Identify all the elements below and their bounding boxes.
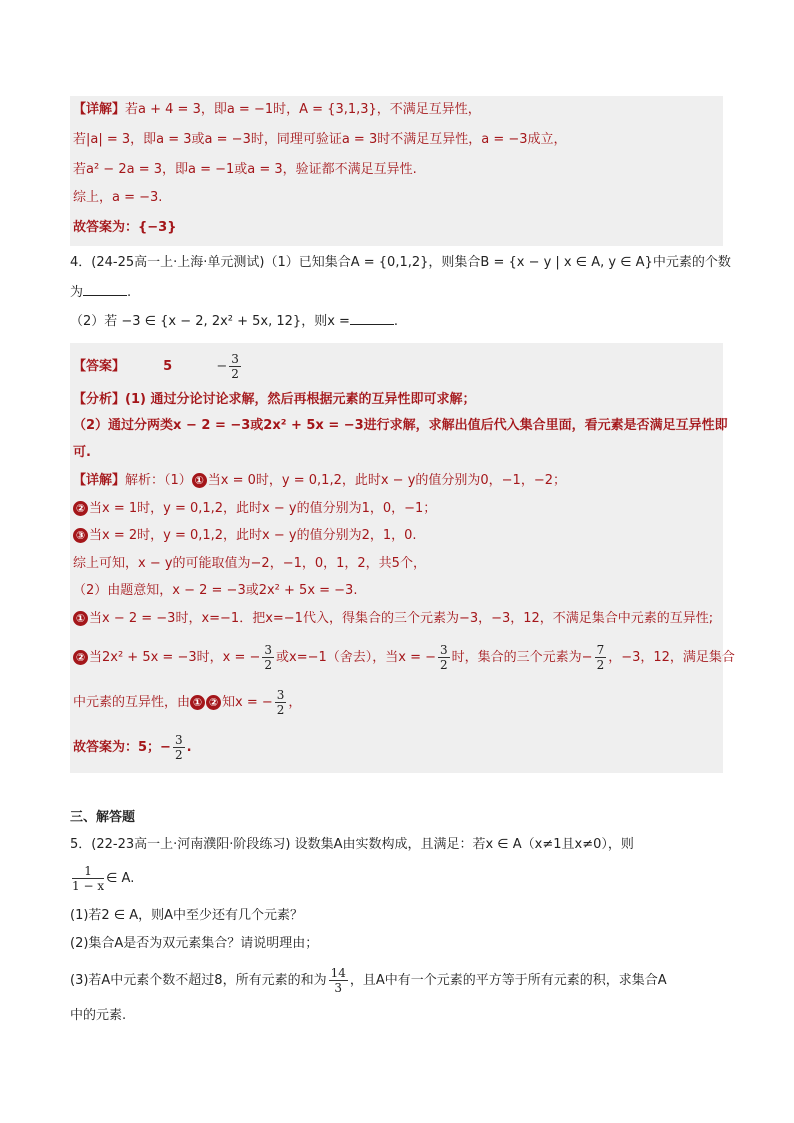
detail-label: 【详解】 bbox=[73, 102, 126, 117]
q4-line-1: 4．(24-25高一上·上海·单元测试)（1）已知集合A = {0,1,2}，则集合B = {x − y | x ∈ A, y ∈ A}中元素的个数 bbox=[70, 255, 731, 270]
detail2-line-3 bbox=[73, 526, 417, 546]
detail2-text-6: 当x − 2 = −3时，x=−1．把x=−1代入，得集合的三个元素为−3，−3，12，不满足集合中元素的互异性; bbox=[89, 611, 714, 626]
detail-line-3: 若a² − 2a = 3，即a = −1或a = 3，验证都不满足互异性. bbox=[73, 162, 417, 177]
fraction-denominator: 2 bbox=[231, 367, 239, 381]
analysis-line-3: 可. bbox=[73, 445, 91, 460]
detail2-text-7d: ，−3，12，满足集合 bbox=[608, 650, 735, 665]
answer-blank-2 bbox=[350, 312, 394, 325]
q5-line2-post: ∈ A. bbox=[106, 871, 135, 886]
answer-value-1: 5 bbox=[163, 359, 173, 374]
q5-line-2 bbox=[70, 860, 134, 898]
answer-blank-1 bbox=[83, 283, 127, 296]
detail2-line-7 bbox=[73, 640, 735, 676]
section-title: 三、解答题 bbox=[70, 810, 136, 825]
fraction-7-2 bbox=[595, 643, 607, 672]
q4-line3-post: . bbox=[393, 314, 399, 329]
fraction-denominator: 2 bbox=[264, 658, 273, 672]
detail2-text-8b: 知x = − bbox=[222, 695, 273, 710]
detail2-text-1: 解析：（1） bbox=[125, 473, 192, 488]
analysis-line-1 bbox=[73, 390, 475, 410]
fraction-numerator: 3 bbox=[264, 643, 273, 657]
answer-line: 故答案为：{−3} bbox=[73, 220, 177, 235]
fraction-numerator: 3 bbox=[276, 688, 285, 702]
detail2-label: 【详解】 bbox=[73, 473, 126, 488]
detail-line-4: 综上，a = −3. bbox=[73, 190, 163, 205]
fraction-denominator: 1 − x bbox=[72, 879, 105, 893]
q5-fraction bbox=[72, 864, 104, 893]
detail2-line-8 bbox=[73, 685, 301, 721]
q5-part-1: (1)若2 ∈ A，则A中至少还有几个元素？ bbox=[70, 908, 304, 923]
detail2-line-4: 综上可知，x − y的可能取值为−2，−1，0，1，2，共5个， bbox=[73, 556, 426, 571]
q4-line-3 bbox=[70, 312, 398, 332]
fraction-3-2 bbox=[262, 643, 274, 672]
fraction-denominator: 3 bbox=[334, 981, 343, 995]
q5-part3-a: (3)若A中元素个数不超过8，所有元素的和为 bbox=[70, 973, 327, 988]
answer-value-2-fraction bbox=[229, 352, 241, 381]
final-answer-text: 故答案为：5；− bbox=[73, 740, 171, 755]
fraction-denominator: 2 bbox=[174, 748, 183, 762]
analysis-label: 【分析】 bbox=[73, 392, 126, 407]
q5-line-1: 5．(22-23高一上·河南濮阳·阶段练习) 设数集A由实数构成，且满足：若x ∈ A（x≠1且x≠0），则 bbox=[70, 837, 634, 852]
analysis-text-1: (1) 通过分论讨论求解，然后再根据元素的互异性即可求解； bbox=[125, 392, 476, 407]
q5-part-3-cont: 中的元素. bbox=[70, 1008, 127, 1023]
answer-value-2-sign: − bbox=[216, 359, 228, 374]
circled-number-2c: ② bbox=[206, 695, 221, 710]
fraction-numerator: 7 bbox=[596, 643, 605, 657]
detail2-text-3: 当x = 2时，y = 0,1,2，此时x − y的值分别为2，1，0. bbox=[89, 528, 417, 543]
circled-number-1: ① bbox=[192, 473, 207, 488]
circled-number-3: ③ bbox=[73, 528, 88, 543]
circled-number-2: ② bbox=[73, 501, 88, 516]
detail2-line-6 bbox=[73, 609, 713, 629]
q4-line3-pre: （2）若 −3 ∈ {x − 2, 2x² + 5x, 12}，则x = bbox=[70, 314, 350, 329]
analysis-line-2: （2）通过分两类x − 2 = −3或2x² + 5x = −3进行求解，求解出值后代入集合里面，看元素是否满足互异性即 bbox=[73, 418, 728, 433]
q5-part3-b: ，且A中有一个元素的平方等于所有元素的积，求集合A bbox=[349, 973, 667, 988]
q5-part-2: (2)集合A是否为双元素集合？请说明理由； bbox=[70, 936, 319, 951]
q4-line-2 bbox=[70, 283, 131, 303]
detail-line-2: 若|a| = 3，即a = 3或a = −3时，同理可验证a = 3时不满足互异性，a = −3成立， bbox=[73, 132, 567, 147]
circled-number-1c: ① bbox=[190, 695, 205, 710]
fraction-3-2-c bbox=[275, 688, 287, 717]
detail2-text-7c: 时，集合的三个元素为− bbox=[451, 650, 593, 665]
detail2-line-1 bbox=[73, 471, 566, 491]
detail2-text-8c: ， bbox=[288, 695, 302, 710]
fraction-numerator: 14 bbox=[330, 966, 346, 980]
q5-fraction-14-3 bbox=[329, 966, 348, 995]
detail2-text-1b: 当x = 0时，y = 0,1,2，此时x − y的值分别为0，−1，−2； bbox=[207, 473, 566, 488]
detail2-line-2 bbox=[73, 499, 436, 519]
answer-row bbox=[73, 352, 243, 381]
q5-part-3 bbox=[70, 962, 667, 1000]
detail2-line-5: （2）由题意知，x − 2 = −3或2x² + 5x = −3. bbox=[73, 583, 358, 598]
fraction-3-2-b bbox=[438, 643, 450, 672]
fraction-denominator: 2 bbox=[276, 703, 285, 717]
circled-number-1b: ① bbox=[73, 611, 88, 626]
fraction-3-2-d bbox=[173, 733, 185, 762]
fraction-numerator: 3 bbox=[231, 352, 239, 366]
answer-label: 【答案】 bbox=[73, 359, 126, 374]
final-answer-end: . bbox=[186, 740, 192, 755]
detail2-text-8a: 中元素的互异性，由 bbox=[73, 695, 191, 710]
detail2-line-9 bbox=[73, 730, 192, 766]
fraction-numerator: 3 bbox=[440, 643, 448, 657]
fraction-denominator: 2 bbox=[440, 658, 448, 672]
fraction-numerator: 3 bbox=[174, 733, 183, 747]
detail2-text-7b: 或x=−1（舍去），当x = − bbox=[276, 650, 437, 665]
detail-line-1 bbox=[73, 100, 481, 120]
detail2-text-7a: 当2x² + 5x = −3时，x = − bbox=[89, 650, 261, 665]
q4-line2-pre: 为 bbox=[70, 285, 84, 300]
circled-number-2b: ② bbox=[73, 650, 88, 665]
fraction-denominator: 2 bbox=[596, 658, 605, 672]
detail-text: 若a + 4 = 3，即a = −1时，A = {3,1,3}，不满足互异性， bbox=[125, 102, 481, 117]
fraction-numerator: 1 bbox=[72, 864, 104, 879]
detail2-text-2: 当x = 1时，y = 0,1,2，此时x − y的值分别为1，0，−1； bbox=[89, 501, 437, 516]
q4-line2-post: . bbox=[127, 285, 132, 300]
